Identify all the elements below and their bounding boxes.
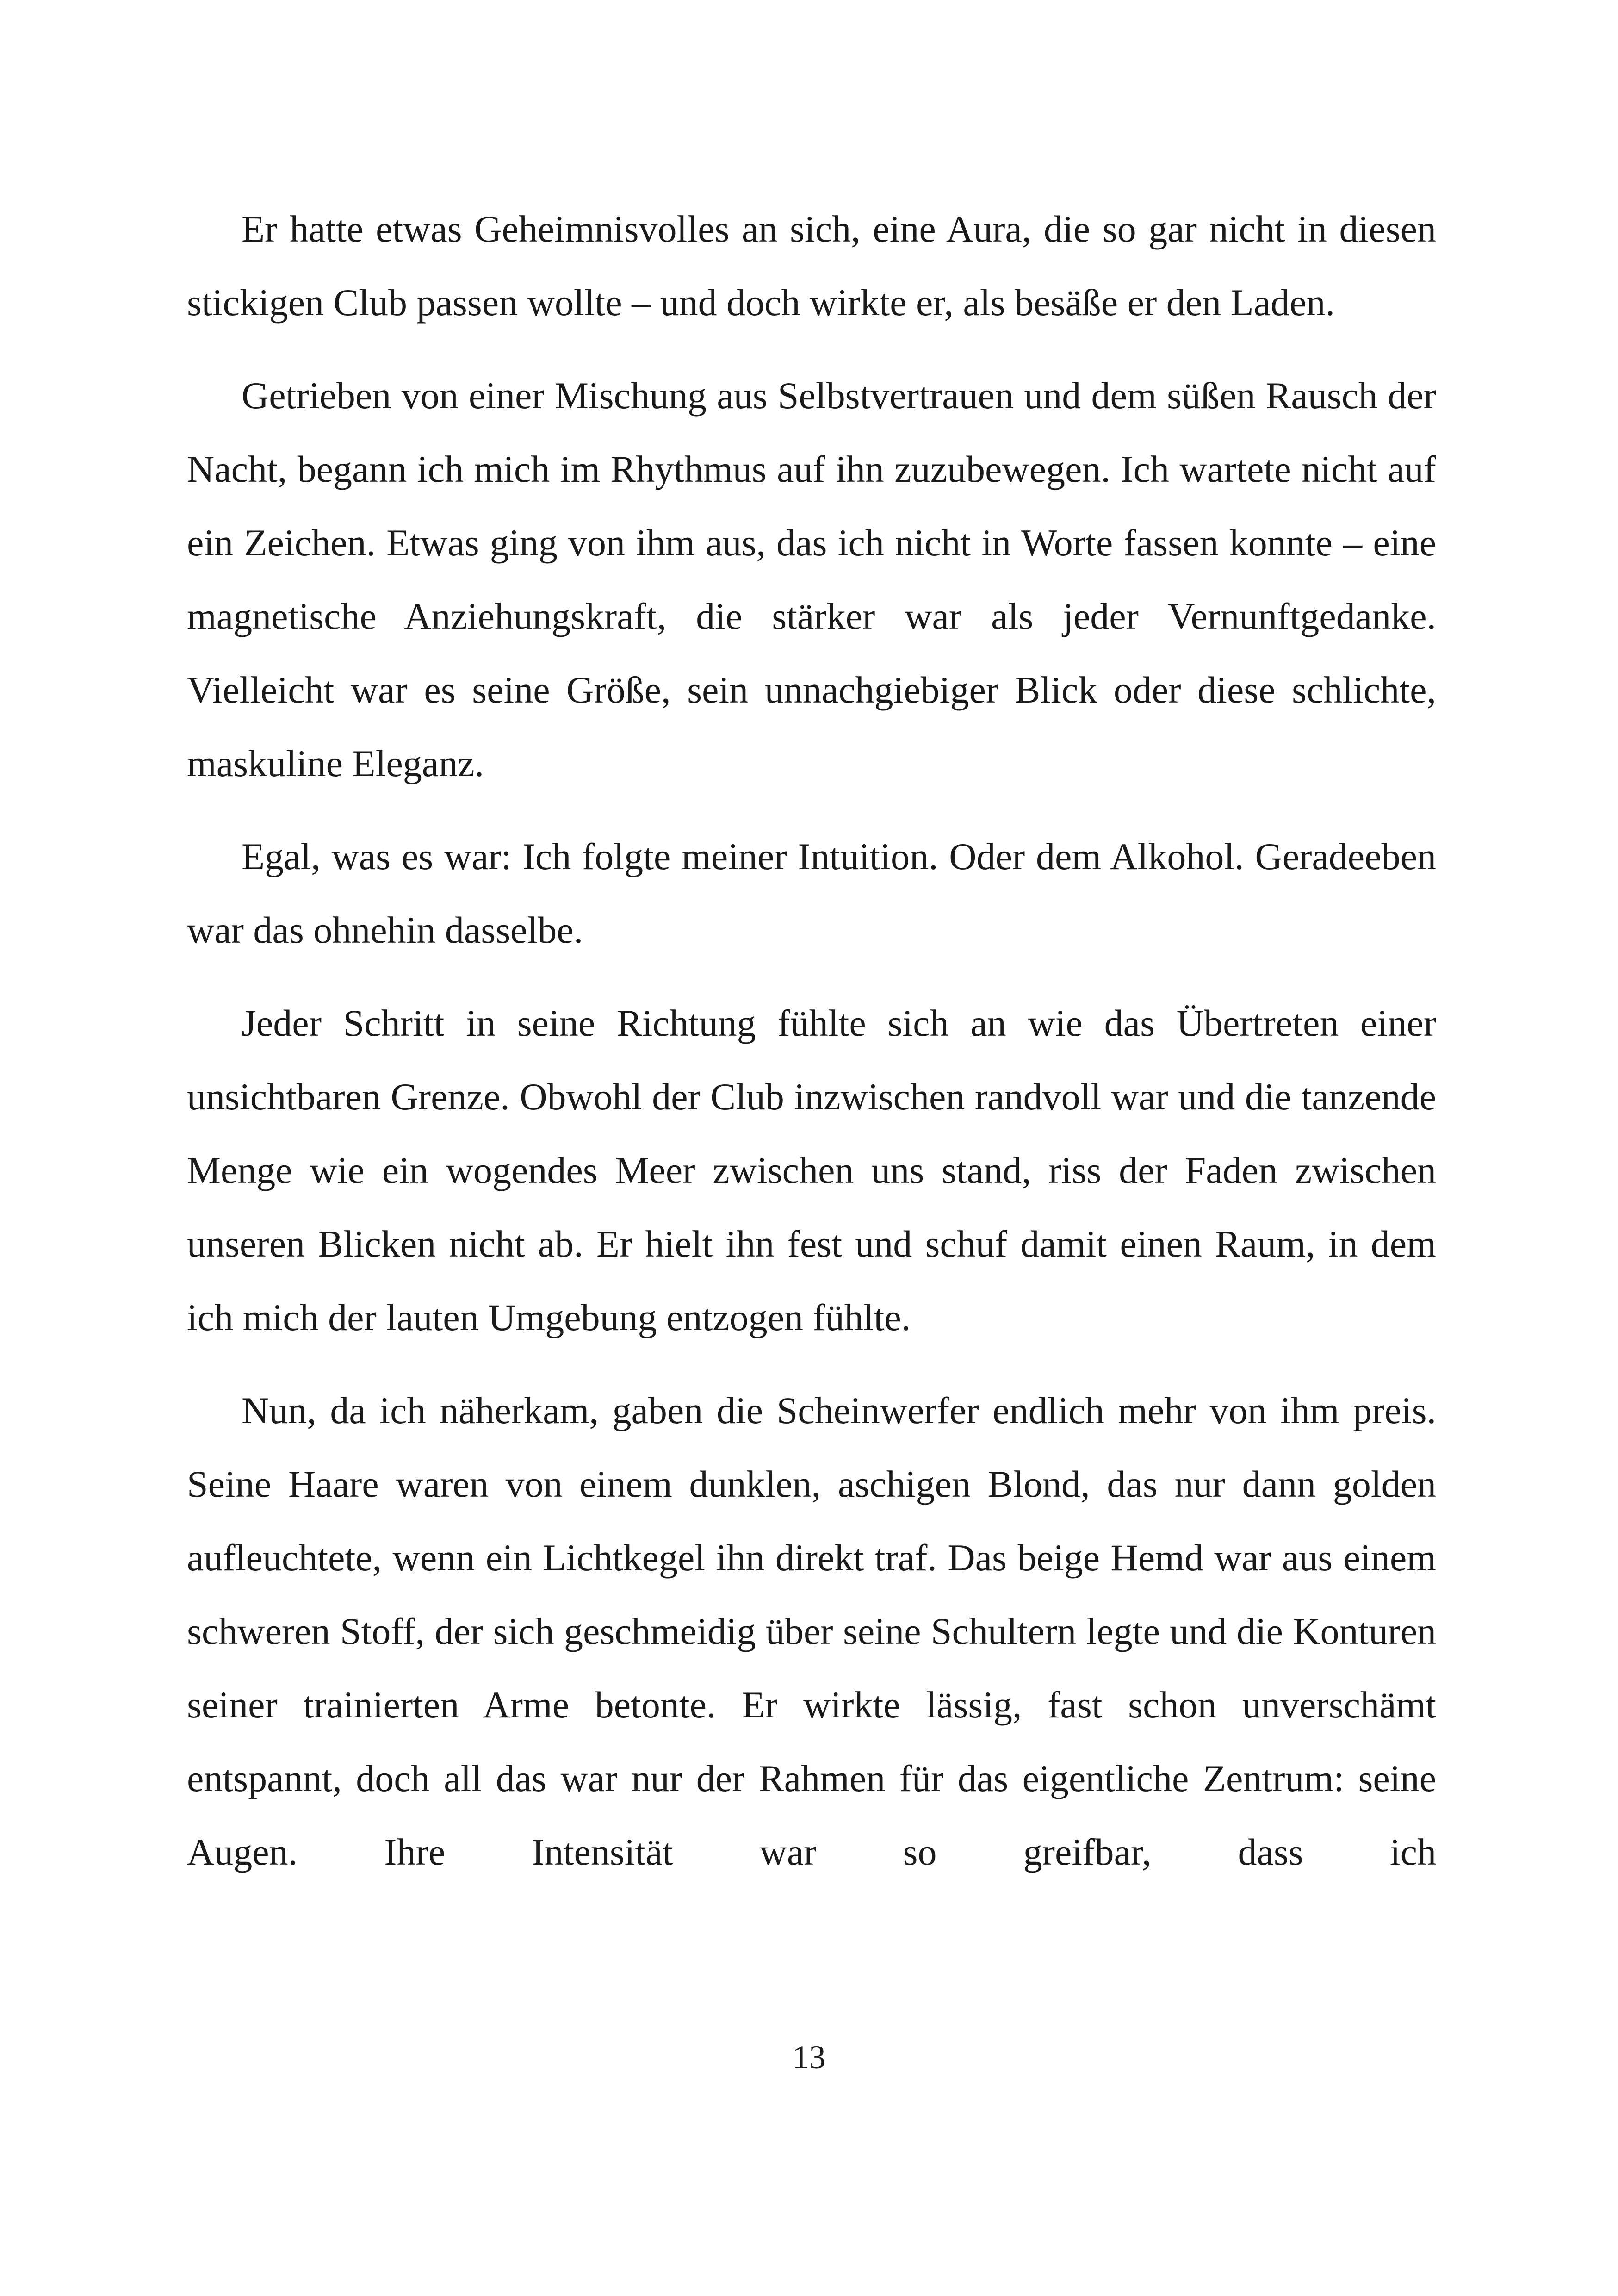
paragraph-2: Getrieben von einer Mischung aus Selbstvertrauen und dem süßen Rausch der Nacht, begann ich mich im Rhythmus auf ihn zuzubewegen. Ich wartete nicht auf ein Zeichen. Etwas ging von ihm aus, das ich nicht in Worte fassen konnte – eine magnetische Anziehungskraft, die stärker war als jeder Vernunftgedanke. Vielleicht war es seine Größe, sein unnachgiebiger Blick oder diese schlichte, maskuline Eleganz. (187, 374, 1436, 784)
page-number: 13 (792, 2039, 826, 2076)
paragraph-4: Jeder Schritt in seine Richtung fühlte sich an wie das Übertreten einer unsichtbaren Grenze. Obwohl der Club inzwischen randvoll war und die tanzende Menge wie ein wogendes Meer zwischen uns stand, riss der Faden zwischen unseren Blicken nicht ab. Er hielt ihn fest und schuf damit einen Raum, in dem ich mich der lauten Umgebung entzogen fühlte. (187, 1002, 1436, 1338)
body-text (187, 192, 1436, 1889)
paragraph-3: Egal, was es war: Ich folgte meiner Intuition. Oder dem Alkohol. Geradeeben war das ohnehin dasselbe. (187, 835, 1436, 951)
paragraph-1: Er hatte etwas Geheimnisvolles an sich, eine Aura, die so gar nicht in diesen stickigen Club passen wollte – und doch wirkte er, als besäße er den Laden. (187, 208, 1436, 324)
paragraph-5: Nun, da ich näherkam, gaben die Scheinwerfer endlich mehr von ihm preis. Seine Haare waren von einem dunklen, aschigen Blond, das nur dann golden aufleuchtete, wenn ein Lichtkegel ihn direkt traf. Das beige Hemd war aus einem schweren Stoff, der sich geschmeidig über seine Schultern legte und die Konturen seiner trainierten Arme betonte. Er wirkte lässig, fast schon unverschämt entspannt, doch all das war nur der Rahmen für das eigentliche Zentrum: seine Augen. Ihre Intensität war so greifbar, dass ich (187, 1389, 1436, 1873)
